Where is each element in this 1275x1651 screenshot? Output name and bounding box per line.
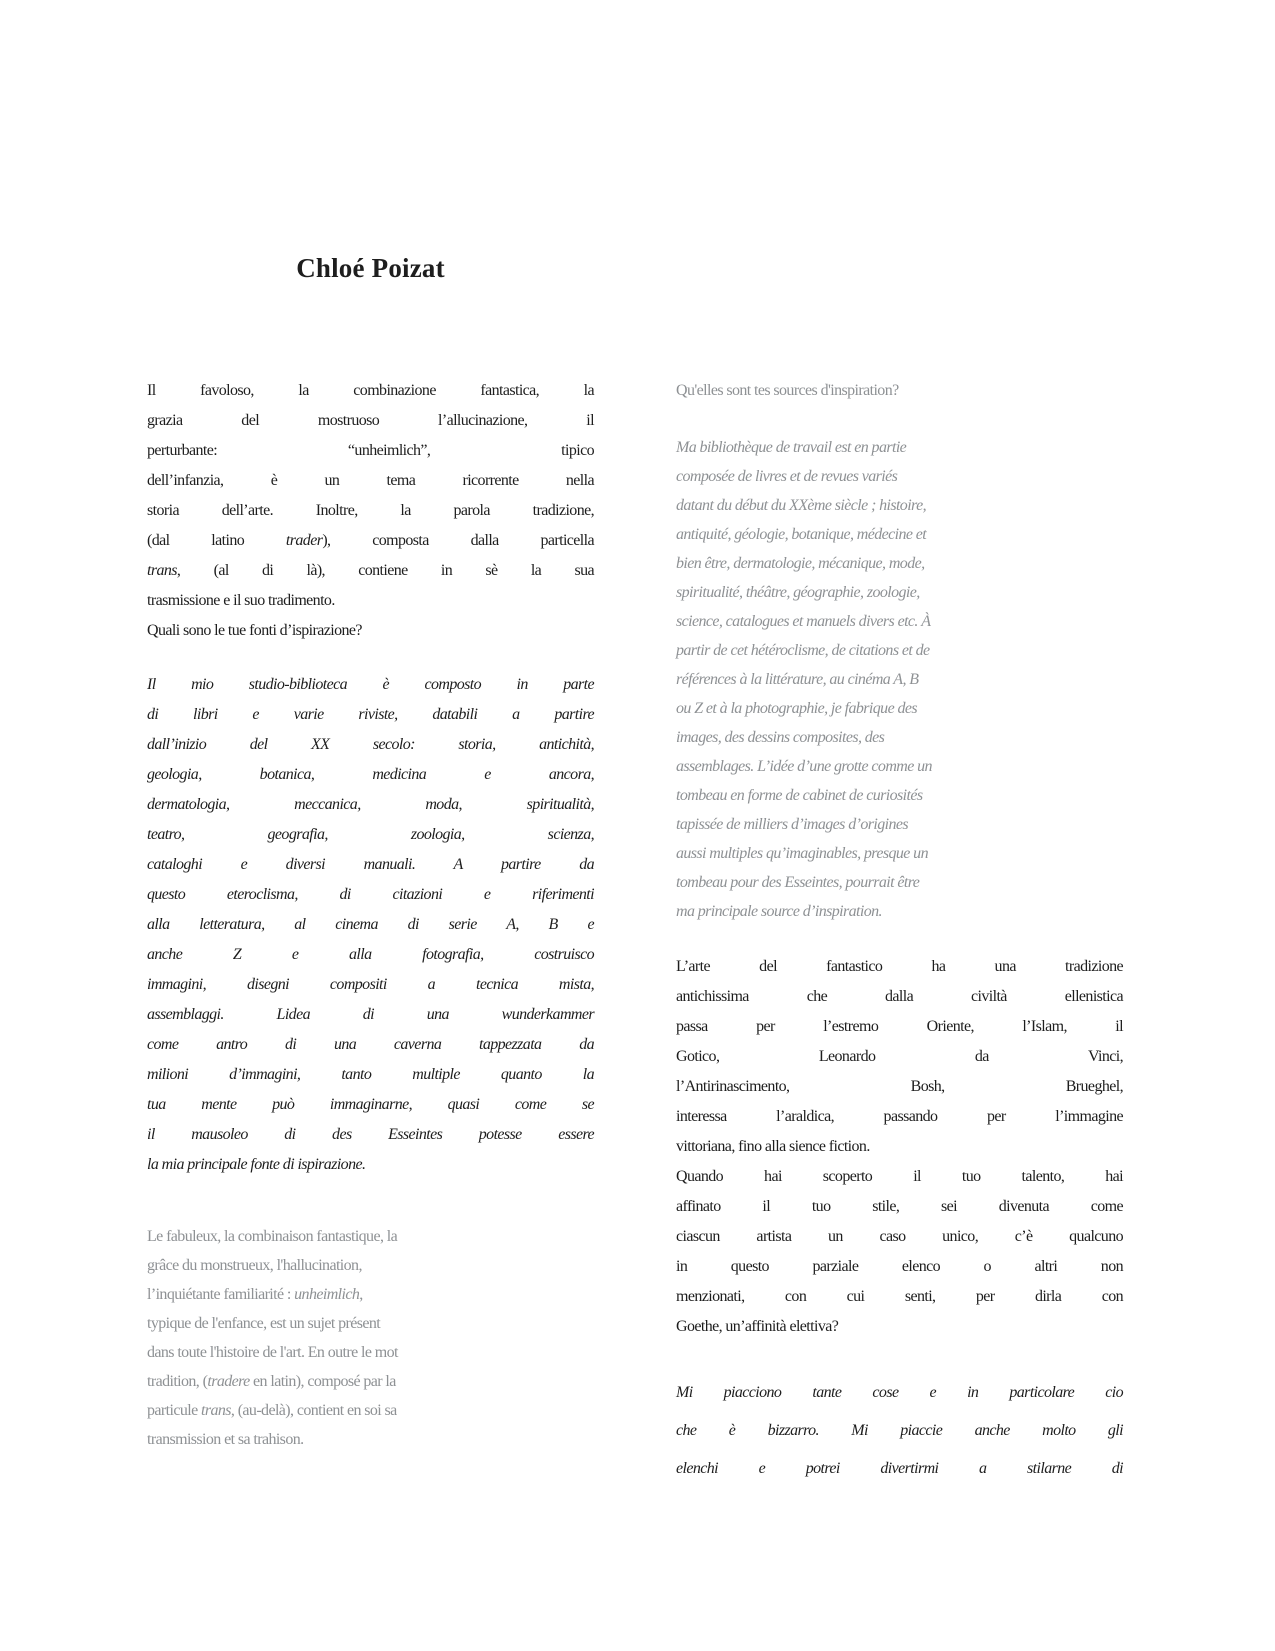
text-segment: , (au-delà), contient en soi sa [230, 1402, 397, 1419]
text-line [676, 982, 1123, 1012]
text-line [147, 376, 594, 406]
text-segment: tua mente può immaginarne, quasi come se [147, 1096, 594, 1113]
text-segment: trans [147, 562, 177, 579]
answer-sources-french-gray-italic [676, 433, 1123, 926]
text-line [147, 700, 594, 730]
text-segment: milioni d’immagini, tanto multiple quanto la [147, 1066, 594, 1083]
text-segment: che è bizzarro. Mi piaccie anche molto gli [676, 1422, 1123, 1439]
text-segment: Il mio studio-biblioteca è composto in parte [147, 676, 594, 693]
text-line [147, 556, 594, 586]
text-line [147, 436, 594, 466]
text-line [147, 1396, 594, 1425]
text-segment: interessa l’araldica, passando per l’immagine [676, 1108, 1123, 1125]
text-line [147, 496, 594, 526]
text-line [676, 781, 1123, 810]
text-segment: immagini, disegni compositi a tecnica mista, [147, 976, 594, 993]
text-line [676, 897, 1123, 926]
text-line [676, 1192, 1123, 1222]
left-column [147, 376, 594, 1454]
text-segment: assemblaggi. Lidea di una wunderkammer [147, 1006, 594, 1023]
text-segment: L’arte del fantastico ha una tradizione [676, 958, 1123, 975]
text-line [147, 1280, 594, 1309]
text-line [147, 1309, 594, 1338]
text-line [676, 1072, 1123, 1102]
text-segment: unheimlich [294, 1286, 360, 1303]
text-line [676, 636, 1123, 665]
text-segment: dermatologia, meccanica, moda, spiritualità, [147, 796, 594, 813]
text-segment: trans [200, 1402, 231, 1419]
text-segment: l’Antirinascimento, Bosh, Brueghel, [676, 1078, 1123, 1095]
text-segment: l’inquiétante familiarité : [147, 1286, 295, 1303]
text-segment: Quali sono le tue fonti d’ispirazione? [147, 622, 362, 639]
answer-sources-italian-italic [147, 670, 594, 1180]
text-segment: (dal latino [147, 532, 286, 549]
text-line [676, 752, 1123, 781]
answer-likes-italian-italic [676, 1374, 1123, 1488]
text-segment: grâce du monstrueux, l'hallucination, [147, 1257, 362, 1274]
text-segment: Le fabuleux, la combinaison fantastique, la [147, 1228, 398, 1245]
text-segment: tapissée de milliers d’images d’origines [676, 816, 908, 833]
text-line [676, 1312, 1123, 1342]
fantastic-art-tradition-italian [676, 952, 1123, 1342]
text-segment: dall’inizio del XX secolo: storia, antichità, [147, 736, 594, 753]
text-segment: Goethe, un’affinità elettiva? [676, 1318, 839, 1335]
text-segment: spiritualité, théâtre, géographie, zoologie, [676, 584, 920, 601]
text-line [676, 839, 1123, 868]
text-segment: composée de livres et de revues variés [676, 468, 898, 485]
text-line [147, 526, 594, 556]
text-segment: tombeau en forme de cabinet de curiosités [676, 787, 923, 804]
text-segment: dell’infanzia, è un tema ricorrente nella [147, 472, 594, 489]
text-line [147, 466, 594, 496]
text-line [676, 1252, 1123, 1282]
text-segment: antichissima che dalla civiltà ellenistica [676, 988, 1123, 1005]
text-line [147, 1090, 594, 1120]
question-sources-french-gray [676, 376, 1123, 405]
text-segment: ou Z et à la photographie, je fabrique des [676, 700, 918, 717]
text-segment: , (al di là), contiene in sè la sua [176, 562, 594, 579]
text-segment: la mia principale fonte di ispirazione. [147, 1156, 366, 1173]
text-line [147, 760, 594, 790]
text-segment: dans toute l'histoire de l'art. En outre le mot [147, 1344, 398, 1361]
text-segment: trader [285, 532, 323, 549]
text-line [147, 1120, 594, 1150]
text-line [676, 723, 1123, 752]
text-line [676, 694, 1123, 723]
text-segment: cataloghi e diversi manuali. A partire da [147, 856, 594, 873]
text-segment: grazia del mostruoso l’allucinazione, il [147, 412, 594, 429]
text-line [676, 1450, 1123, 1488]
text-segment: il mausoleo di des Esseintes potesse essere [147, 1126, 594, 1143]
right-column [676, 376, 1123, 1488]
text-segment: ma principale source d’inspiration. [676, 903, 882, 920]
text-line [676, 810, 1123, 839]
text-segment: Il favoloso, la combinazione fantastica, la [147, 382, 594, 399]
text-segment: datant du début du XXème siècle ; histoire, [676, 497, 926, 514]
text-segment: Mi piacciono tante cose e in particolare cio [676, 1384, 1123, 1401]
text-segment: geologia, botanica, medicina e ancora, [147, 766, 594, 783]
text-segment: perturbante: “unheimlich”, tipico [147, 442, 594, 459]
text-line [147, 970, 594, 1000]
text-segment: , [359, 1286, 363, 1303]
text-line [147, 616, 594, 646]
text-line [676, 1042, 1123, 1072]
text-line [147, 850, 594, 880]
text-line [676, 1374, 1123, 1412]
text-line [676, 491, 1123, 520]
text-segment: science, catalogues et manuels divers etc. À [676, 613, 931, 630]
text-line [676, 952, 1123, 982]
text-line [676, 1282, 1123, 1312]
text-segment: di libri e varie riviste, databili a partire [147, 706, 594, 723]
text-segment: trasmissione e il suo tradimento. [147, 592, 335, 609]
text-segment: en latin), composé par la [249, 1373, 396, 1390]
text-segment: ), composta dalla particella [322, 532, 594, 549]
text-segment: particule [147, 1402, 201, 1419]
intro-tradition-italian [147, 376, 594, 646]
text-line [676, 578, 1123, 607]
text-segment: transmission et sa trahison. [147, 1431, 304, 1448]
text-line [147, 1222, 594, 1251]
text-segment: questo eteroclisma, di citazioni e riferimenti [147, 886, 594, 903]
text-segment: partir de cet hétéroclisme, de citations et de [676, 642, 930, 659]
text-line [676, 376, 1123, 405]
text-line [147, 1338, 594, 1367]
text-segment: Qu'elles sont tes sources d'inspiration? [676, 382, 899, 399]
text-line [676, 1412, 1123, 1450]
text-line [147, 1367, 594, 1396]
text-line [147, 1030, 594, 1060]
text-line [676, 607, 1123, 636]
text-segment: vittoriana, fino alla sience fiction. [676, 1138, 870, 1155]
text-segment: elenchi e potrei divertirmi a stilarne di [676, 1460, 1123, 1477]
text-line [147, 790, 594, 820]
text-segment: assemblages. L’idée d’une grotte comme un [676, 758, 932, 775]
text-segment: Gotico, Leonardo da Vinci, [676, 1048, 1123, 1065]
text-segment: teatro, geografia, zoologia, scienza, [147, 826, 594, 843]
text-segment: bien être, dermatologie, mécanique, mode, [676, 555, 925, 572]
text-line [147, 820, 594, 850]
text-line [676, 462, 1123, 491]
text-segment: storia dell’arte. Inoltre, la parola tradizione, [147, 502, 594, 519]
text-segment: tradere [207, 1373, 250, 1390]
text-line [147, 910, 594, 940]
text-segment: anche Z e alla fotografia, costruisco [147, 946, 594, 963]
text-segment: affinato il tuo stile, sei divenuta come [676, 1198, 1123, 1215]
text-segment: Quando hai scoperto il tuo talento, hai [676, 1168, 1123, 1185]
text-segment: alla letteratura, al cinema di serie A, B e [147, 916, 594, 933]
text-line [676, 665, 1123, 694]
text-segment: ciascun artista un caso unico, c’è qualcuno [676, 1228, 1123, 1245]
text-segment: in questo parziale elenco o altri non [676, 1258, 1123, 1275]
text-line [147, 406, 594, 436]
text-segment: aussi multiples qu’imaginables, presque un [676, 845, 928, 862]
text-segment: come antro di una caverna tappezzata da [147, 1036, 594, 1053]
text-line [676, 433, 1123, 462]
text-line [676, 1012, 1123, 1042]
text-segment: références à la littérature, au cinéma A, B [676, 671, 919, 688]
text-line [676, 1102, 1123, 1132]
intro-tradition-french-gray [147, 1222, 594, 1454]
text-line [147, 940, 594, 970]
page-title: Chloé Poizat [296, 253, 445, 283]
text-segment: passa per l’estremo Oriente, l’Islam, il [676, 1018, 1123, 1035]
text-segment: menzionati, con cui senti, per dirla con [676, 1288, 1123, 1305]
text-line [147, 730, 594, 760]
text-segment: tombeau pour des Esseintes, pourrait être [676, 874, 920, 891]
text-line [147, 1425, 594, 1454]
text-line [147, 586, 594, 616]
text-line [147, 670, 594, 700]
text-line [676, 1162, 1123, 1192]
text-line [676, 549, 1123, 578]
text-line [147, 1150, 594, 1180]
text-line [676, 1132, 1123, 1162]
text-line [676, 868, 1123, 897]
text-line [147, 880, 594, 910]
text-segment: images, des dessins composites, des [676, 729, 885, 746]
text-line [147, 1251, 594, 1280]
text-line [676, 1222, 1123, 1252]
text-line [147, 1060, 594, 1090]
text-segment: antiquité, géologie, botanique, médecine et [676, 526, 927, 543]
text-segment: typique de l'enfance, est un sujet présent [147, 1315, 381, 1332]
text-segment: Ma bibliothèque de travail est en partie [676, 439, 907, 456]
text-segment: tradition, ( [147, 1373, 208, 1390]
text-line [147, 1000, 594, 1030]
text-line [676, 520, 1123, 549]
